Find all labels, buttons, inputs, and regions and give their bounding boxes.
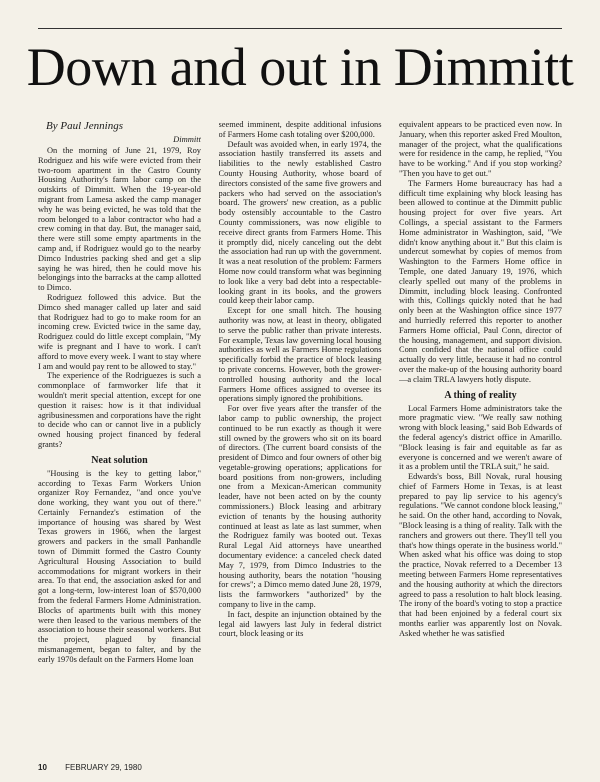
column-2-text bbox=[219, 120, 382, 639]
body-paragraph: Rodriguez followed this advice. But the Dimco shed manager called up later and said that Rodriguez had to go to make room for an incoming crew. Evicted twice in the same day, Rodriguez could do little except complain, "My wife is pregnant and I have to work. I can't afford to move every week. I want to stay where I am and would pay rent to be allowed to stay." bbox=[38, 292, 201, 371]
body-paragraph: In fact, despite an injunction obtained by the legal aid lawyers last July in federal district court, block leasing or its bbox=[218, 609, 382, 639]
headline: Down and out in Dimmitt bbox=[26, 37, 574, 97]
body-paragraph: For over five years after the transfer of the labor camp to public ownership, the project continued to be run exactly as though it were still owned by the growers who sit on its board of directors. (The current board consists of the president of Dimco and four owners of other big vegetable-growing operations; applications for board positions from non-growers, including one from a Mexican-American community leader, have not been acted on by the county commissioners.) Block leasing and arbitrary eviction of tenants by the housing authority continued at least as late as last summer, when the Rodriguez family was booted out. Texas Rural Legal Aid attorneys have unearthed documentary evidence: a canceled check dated May 7, 1979, from Dimco Industries to the housing authority, bears the notation "housing for crews"; a Dimco memo dated June 28, 1979, lists the farmworkers "authorized" by the company to live in the camp. bbox=[218, 404, 382, 610]
body-paragraph: seemed imminent, despite additional infusions of Farmers Home cash totaling over $200,000. bbox=[218, 120, 382, 139]
body-paragraph: Default was avoided when, in early 1974, the association hastily transferred its assets and liabilities to the newly established Castro County Housing Authority, whose board of directors consisted of the same five growers and packers who had served on the association's board. The growers' new creation, as a public body ostensibly accountable to the Castro County commissioners, was now eligible to receive direct grants from Farmers Home. This it promptly did, nicely canceling out the debt the association had run up with the government. It was a neat resolution of the problem: Farmers Home now could transform what was beginning to look like a very bad debt into a respectable-looking grant in its books, and the growers could keep their labor camp. bbox=[218, 139, 382, 306]
body-paragraph: The experience of the Rodriguezes is such a commonplace of farmworker life that it wouldn't merit special attention, except for one question it raises: how is it that individual agribusinessmen and corporations have the right to decide who can or cannot live in a publicly owned housing project financed by federal grants? bbox=[38, 371, 201, 449]
body-paragraph: The Farmers Home bureaucracy has had a difficult time explaining why block leasing has been allowed to continue at the Dimmitt public housing project for over five years. Art Collings, a special assistant to the Farmers Home administrator in Washington, said, "We didn't know anything about it." But this claim is undercut somewhat by copies of memos from Washington to the Farmers Home office in Temple, one dated January 19, 1976, which clearly spelled out many of the problems in Dimmitt, including block leasing. Confronted with this, Collings quickly noted that he had only been at the Washington office since 1977 and hurriedly referred this reporter to another Farmers Home official, Paul Conn, director of the housing, management, and support division. Conn confided that the national office could actually do very little, because it had no control over the make-up of the housing authority board—a claim TRLA lawyers hotly dispute. bbox=[399, 178, 562, 384]
page-number: 10 bbox=[38, 763, 47, 772]
top-rule bbox=[38, 28, 562, 29]
column-2 bbox=[219, 120, 382, 756]
section-heading: A thing of reality bbox=[444, 389, 517, 401]
body-paragraph: Except for one small hitch. The housing authority was now, at least in theory, obligated to serve the public rather than private interests. For example, Texas law governing local housing authorities as well as Farmers Home regulations specifically forbid the practice of block leasing to private concerns. However, both the grower-controlled housing authority and the local Farmers Home offices assigned to oversee its operations simply ignored the prohibitions. bbox=[218, 306, 382, 404]
column-3 bbox=[399, 120, 562, 756]
column-1 bbox=[38, 120, 201, 756]
body-paragraph: Local Farmers Home administrators take the more pragmatic view. "We really saw nothing wrong with block leasing," said Bob Edwards of the federal agency's district office in Amarillo. "Block leasing is fair and equitable as far as everyone is concerned and we weren't aware of it as a problem until the TRLA suit," he said. bbox=[399, 403, 562, 472]
section-heading: Neat solution bbox=[91, 454, 148, 466]
body-paragraph: Edwards's boss, Bill Novak, rural housing chief of Farmers Home in Texas, is at least prepared to pay lip service to his agency's regulations. "We cannot condone block leasing," he said. On the other hand, according to Novak, "Block leasing is a thing of reality. Talk with the ranchers and growers out there. They'll tell you that's how things operate in the business world." When asked what his office was doing to stop the practice, Novak referred to a December 13 meeting between Farmers Home representatives and the housing authority at which the directors agreed to pass a resolution to halt block leasing. The irony of the board's voting to stop a practice that had been enjoined by a federal court six months earlier was apparently lost on Novak. Asked whether he was satisfied bbox=[399, 472, 562, 638]
body-paragraph: equivalent appears to be practiced even now. In January, when this reporter asked Fred Moulton, manager of the project, what the qualifications were for residence in the camp, he replied, "You have to be working." And if you stop working? "Then you have to get out." bbox=[399, 120, 562, 178]
dateline: Dimmitt bbox=[173, 134, 201, 144]
column-1-text bbox=[38, 146, 201, 665]
body-paragraph: On the morning of June 21, 1979, Roy Rodriguez and his wife were evicted from their two-room apartment in the Castro County Housing Authority's farm labor camp on the outskirts of Dimmitt. When the 19-year-old migrant from Lamesa asked the camp manager why he was being evicted, he was told that the room belonged to a labor contractor who had a crew coming in that day. But, the manager said, there were still some empty apartments in the camp and, if Rodriguez would go to the nearby Dimco Industries packing shed and get a slip saying he was hired, then he could move his belongings into the barracks at the camp allotted to Dimco. bbox=[38, 146, 201, 293]
body-paragraph: "Housing is the key to getting labor," according to Texas Farm Workers Union organizer Roy Fernandez, "and once you've done working, they want you out of there." Certainly Fernandez's estimation of the importance of housing was shared by West Texas growers in 1966, when the largest growers and packers in the small Panhandle town of Dimmitt formed the Castro County Agricultural Housing Association to build accommodations for migrant workers in their area. To that end, the association asked for and got a long-term, low-interest loan of $570,000 from the federal Farmers Home Administration. Blocks of apartments built with this money were then leased to the various members of the association to house their seasonal workers. But the project, plagued by financial mismanagement, began to falter, and by the early 1970s default on the Farmers Home loan bbox=[38, 468, 201, 664]
issue-date: FEBRUARY 29, 1980 bbox=[65, 763, 142, 772]
page-footer bbox=[38, 763, 142, 772]
article-body bbox=[38, 120, 562, 756]
byline: By Paul Jennings bbox=[46, 120, 123, 132]
column-3-text bbox=[399, 120, 562, 639]
